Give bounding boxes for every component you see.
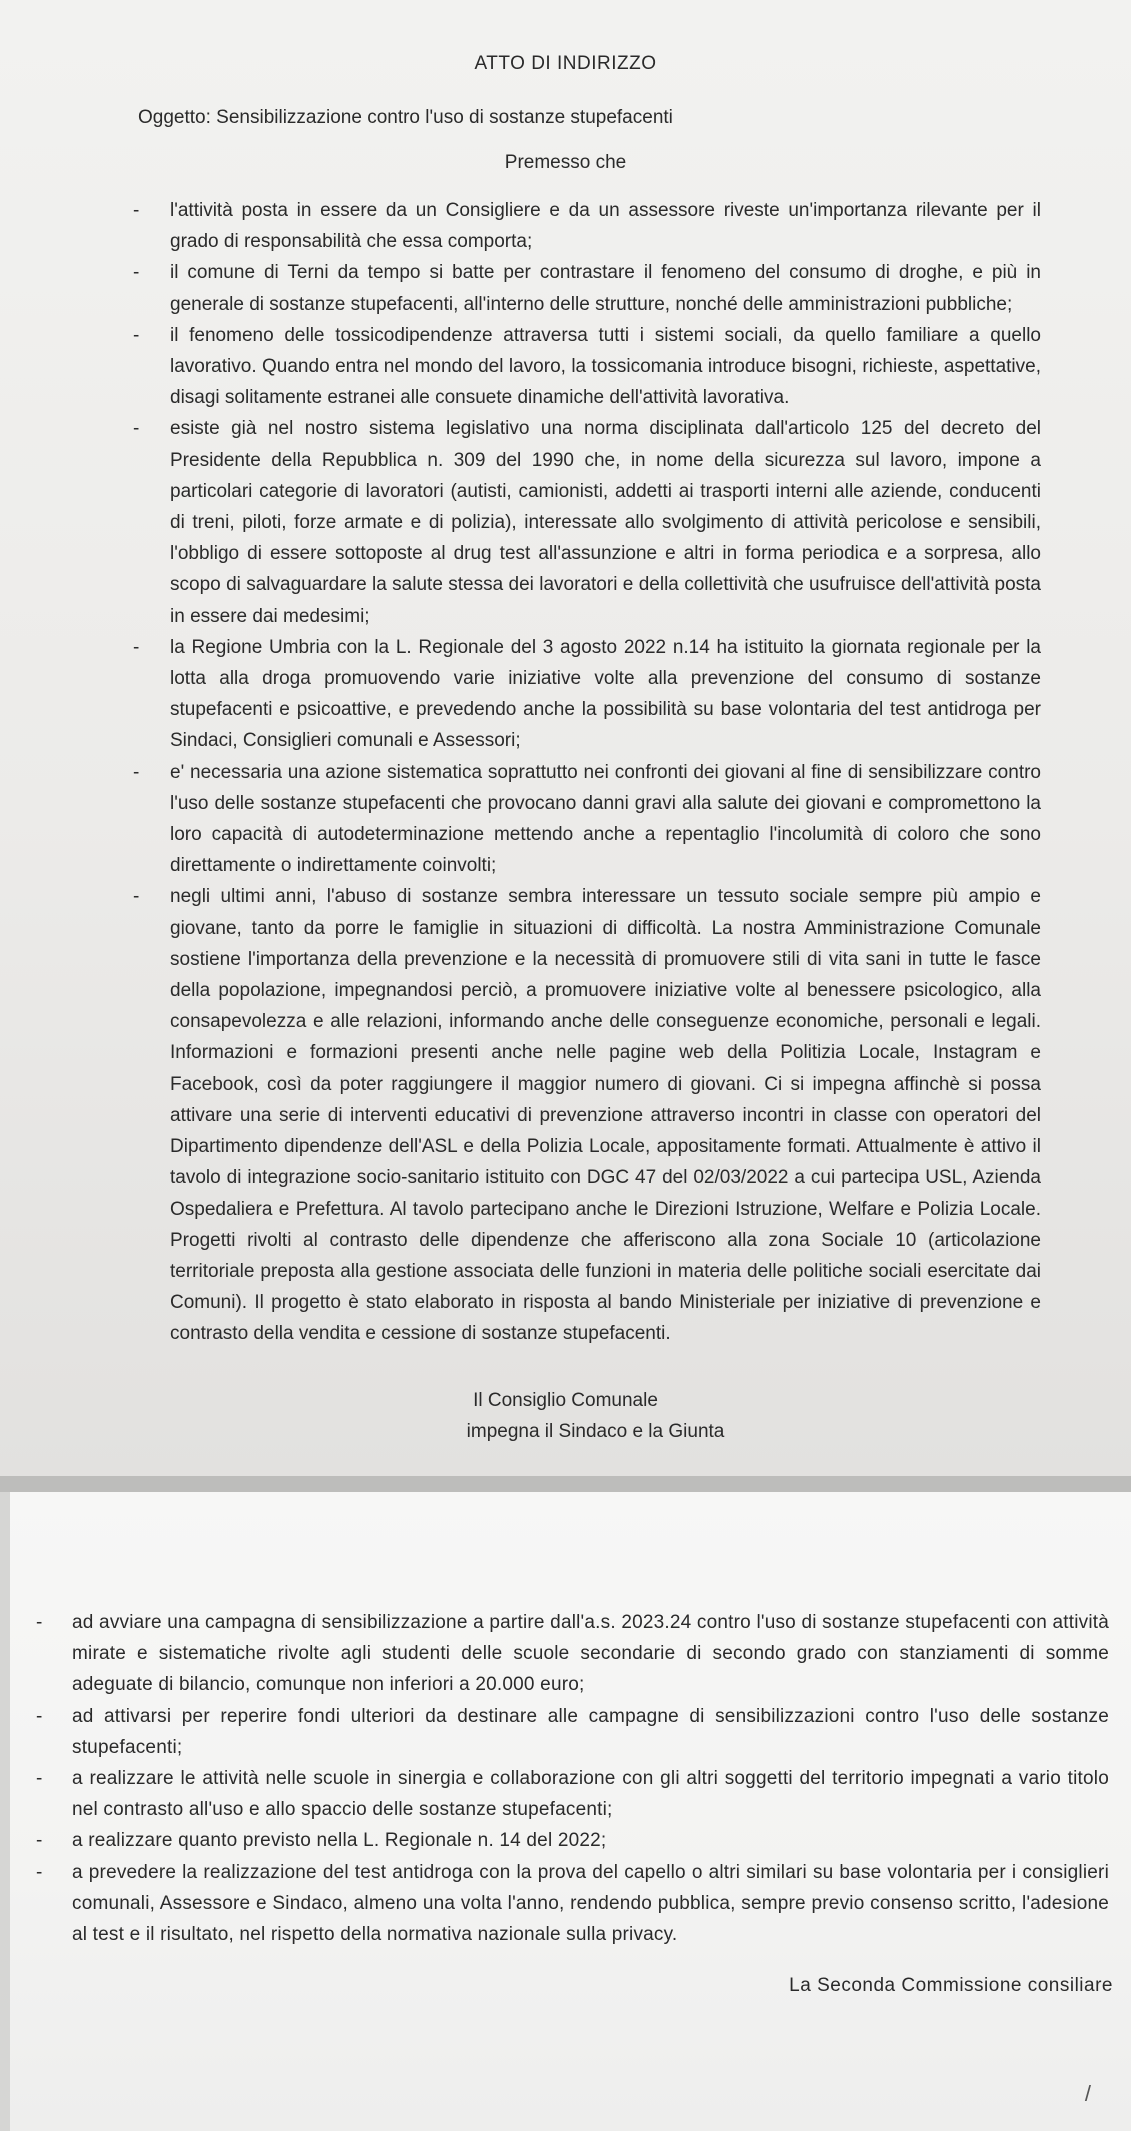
premise-heading: Premesso che xyxy=(504,152,627,173)
bullet-dash: - xyxy=(133,636,140,658)
bullet-dash: - xyxy=(133,886,140,908)
bullet-dash: - xyxy=(36,1705,43,1727)
bullet-dash: - xyxy=(36,1612,43,1633)
premise-item xyxy=(0,257,1131,319)
bullet-dash: - xyxy=(36,1768,43,1790)
premise-text: l'attività posta in essere da un Consigliere e da un assessore riveste un'importanza rilevante per il grado di responsabilità che essa comporta; xyxy=(170,200,1041,253)
premise-item xyxy=(0,413,1131,631)
document-page-bottom xyxy=(10,1492,1131,2131)
premises-list xyxy=(0,195,1131,1350)
premise-text: esiste già nel nostro sistema legislativo una norma disciplinata dall'articolo 125 del decreto del Presidente della Repubblica n. 309 del 1990 che, in nome della sicurezza sul lavoro, impone a particolari categorie di lavoratori (autisti, camionisti, addetti ai trasporti interni alle aziende, conducenti di treni, piloti, forze armate e di polizia), interessate allo svolgimento di attività pericolose e sensibili, l'obbligo di essere sottoposte al drug test all'assunzione e altri in forma periodica e a sorpresa, allo scopo di salvaguardare la salute stessa dei lavoratori e della collettività che usufruisce dell'attività posta in essere dai medesimi; xyxy=(170,418,1041,627)
premise-item xyxy=(0,195,1131,257)
bullet-dash: - xyxy=(133,324,140,346)
premise-text: la Regione Umbria con la L. Regionale del 3 agosto 2022 n.14 ha istituito la giornata regionale per la lotta alla droga promuovendo varie iniziative volte alla prevenzione del consumo di sostanze stupefacenti e psicoattive, e prevedendo anche la possibilità su base volontaria del test antidroga per Sindaci, Consiglieri comunali e Assessori; xyxy=(170,636,1041,752)
premise-item xyxy=(0,757,1131,882)
commitment-item xyxy=(10,1701,1131,1763)
commitment-text: ad avviare una campagna di sensibilizzazione a partire dall'a.s. 2023.24 contro l'uso di sostanze stupefacenti con attività mirate e sistematiche rivolte agli studenti delle scuole secondarie di secondo grado con stanziamenti di somme adeguate di bilancio, comunque non inferiori a 20.000 euro; xyxy=(72,1612,1109,1696)
page-mark: / xyxy=(1084,2081,1091,2106)
premise-item xyxy=(0,881,1131,1349)
bullet-dash: - xyxy=(133,262,140,284)
commitment-line: impegna il Sindaco e la Giunta xyxy=(466,1421,725,1443)
premise-text: negli ultimi anni, l'abuso di sostanze sembra interessare un tessuto sociale sempre più ampio e giovane, tanto da porre le famiglie in situazioni di difficoltà. La nostra Amministrazione Comunale sostiene l'importanza della prevenzione e la necessità di promuovere stili di vita sani in tutte le fasce della popolazione, impegnandosi perciò, a promuovere iniziative volte al benessere psicologico, alla consapevolezza e alle relazioni, informando anche delle conseguenze economiche, personali e legali. Informazioni e formazioni presenti anche nelle pagine web della Politizia Locale, Instagram e Facebook, così da poter raggiungere il maggior numero di giovani. Ci si impegna affinchè si possa attivare una serie di interventi educativi di prevenzione attraverso incontri in classe con operatori del Dipartimento dipendenze dell'ASL e della Polizia Locale, appositamente formati. Attualmente è attivo il tavolo di integrazione socio-sanitario istituito con DGC 47 del 02/03/2022 a cui partecipa USL, Azienda Ospedaliera e Prefettura. Al tavolo partecipano anche le Direzioni Istruzione, Welfare e Polizia Locale. Progetti rivolti al contrasto delle dipendenze che afferiscono alla zona Sociale 10 (articolazione territoriale preposta alla gestione associata delle funzioni in materia delle politiche sociali esercitate dai Comuni). Il progetto è stato elaborato in risposta al bando Ministeriale per iniziative di prevenzione e contrasto della vendita e cessione di sostanze stupefacenti. xyxy=(170,886,1041,1345)
commitment-text: a realizzare quanto previsto nella L. Regionale n. 14 del 2022; xyxy=(72,1830,607,1852)
commitment-item xyxy=(10,1825,1131,1856)
bullet-dash: - xyxy=(133,761,140,783)
bullet-dash: - xyxy=(133,418,140,440)
council-line: Il Consiglio Comunale xyxy=(473,1390,658,1411)
document-subject: Oggetto: Sensibilizzazione contro l'uso di sostanze stupefacenti xyxy=(138,107,673,128)
page-fold-divider xyxy=(0,1476,1131,1492)
bullet-dash: - xyxy=(36,1830,43,1852)
commitment-item xyxy=(10,1607,1131,1701)
premise-text: il comune di Terni da tempo si batte per contrastare il fenomeno del consumo di droghe, e più in generale di sostanze stupefacenti, all'interno delle strutture, nonché delle amministrazioni pubbliche; xyxy=(170,262,1041,315)
bullet-dash: - xyxy=(133,200,140,221)
commitments-list xyxy=(10,1607,1131,1950)
closing-block xyxy=(0,1385,1131,1447)
premise-text: il fenomeno delle tossicodipendenze attraversa tutti i sistemi sociali, da quello familiare a quello lavorativo. Quando entra nel mondo del lavoro, la tossicomania introduce bisogni, richieste, aspettative, disagi solitamente estranei alle consuete dinamiche dell'attività lavorativa. xyxy=(170,324,1041,409)
premise-item xyxy=(0,632,1131,757)
premise-item xyxy=(0,320,1131,414)
bullet-dash: - xyxy=(36,1861,43,1883)
premise-text: e' necessaria una azione sistematica soprattutto nei confronti dei giovani al fine di sensibilizzare contro l'uso delle sostanze stupefacenti che provocano danni gravi alla salute dei giovani e compromettono la loro capacità di autodeterminazione mettendo anche a repentaglio l'incolumità di coloro che sono direttamente o indirettamente coinvolti; xyxy=(170,761,1041,877)
commitment-item xyxy=(10,1857,1131,1951)
commitment-text: ad attivarsi per reperire fondi ulteriori da destinare alle campagne di sensibilizzazioni contro l'uso delle sostanze stupefacenti; xyxy=(72,1705,1109,1758)
document-title: ATTO DI INDIRIZZO xyxy=(474,53,657,74)
signature: La Seconda Commissione consiliare xyxy=(789,1975,1113,1996)
commitment-text: a prevedere la realizzazione del test antidroga con la prova del capello o altri similari su base volontaria per i consiglieri comunali, Assessore e Sindaco, almeno una volta l'anno, rendendo pubblica, sempre previo consenso scritto, l'adesione al test e il risultato, nel rispetto della normativa nazionale sulla privacy. xyxy=(72,1861,1109,1946)
commitment-text: a realizzare le attività nelle scuole in sinergia e collaborazione con gli altri soggetti del territorio impegnati a vario titolo nel contrasto all'uso e allo spaccio delle sostanze stupefacenti; xyxy=(72,1768,1109,1821)
commitment-item xyxy=(10,1763,1131,1825)
